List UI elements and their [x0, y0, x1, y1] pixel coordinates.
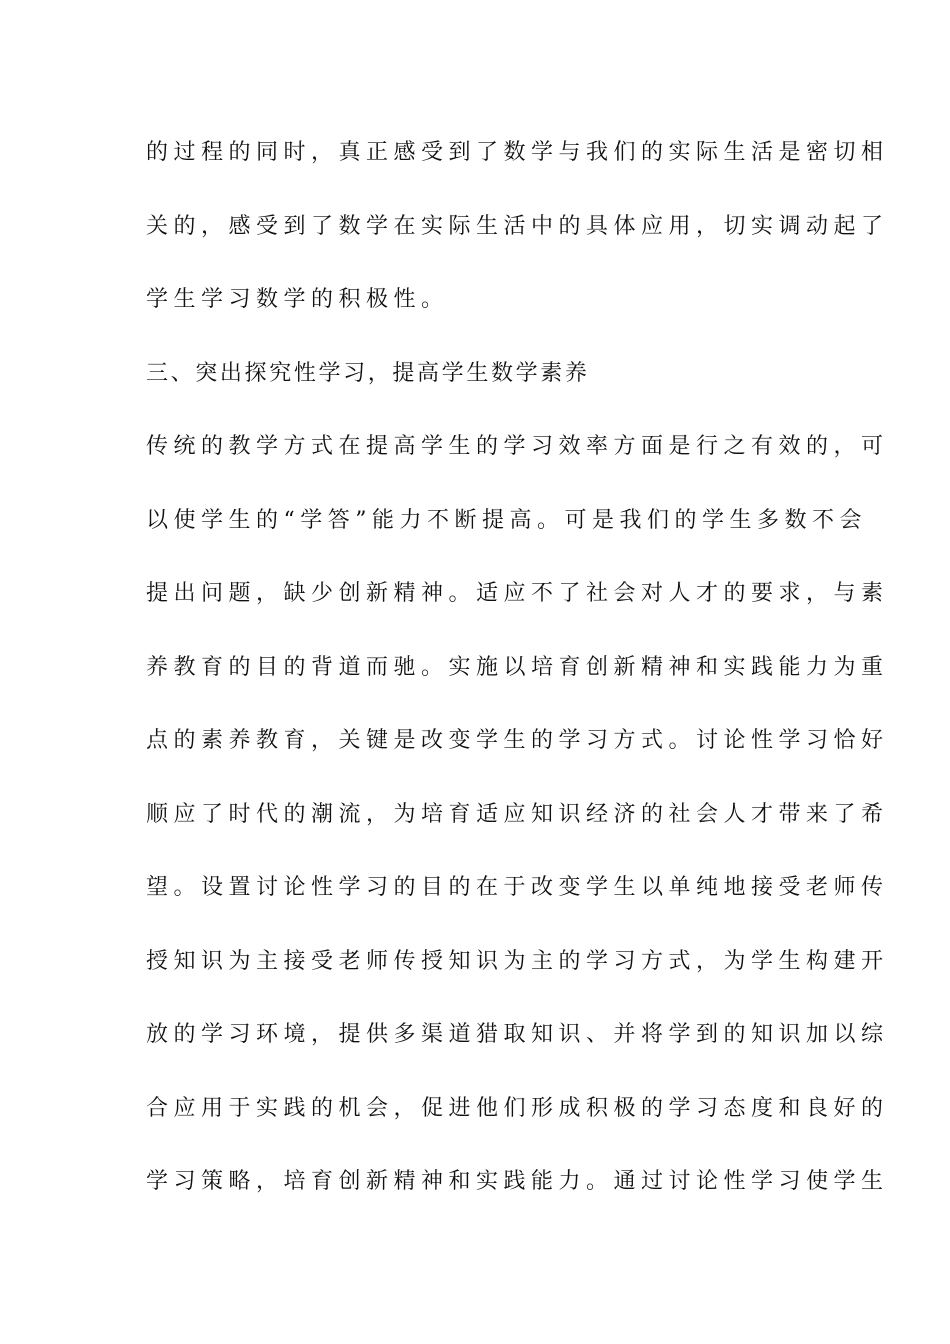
text-line: 的过程的同时，真正感受到了数学与我们的实际生活是密切相 — [146, 140, 889, 165]
text-line: 以使学生的“学答”能力不断提高。可是我们的学生多数不会 — [146, 507, 867, 533]
text-line: 望。设置讨论性学习的目的在于改变学生以单纯地接受老师传 — [146, 875, 889, 900]
text-line: 顺应了时代的潮流，为培育适应知识经济的社会人才带来了希 — [146, 801, 889, 827]
section-heading: 三、突出探究性学习，提高学生数学素养 — [146, 360, 590, 386]
document-body — [146, 128, 889, 1231]
text-line: 授知识为主接受老师传授知识为主的学习方式，为学生构建开 — [146, 948, 889, 974]
text-line: 养教育的目的背道而驰。实施以培育创新精神和实践能力为重 — [146, 654, 889, 680]
text-line: 学习策略，培育创新精神和实践能力。通过讨论性学习使学生 — [146, 1169, 889, 1194]
text-line: 放的学习环境，提供多渠道猎取知识、并将学到的知识加以综 — [146, 1022, 889, 1047]
text-line: 提出问题，缺少创新精神。适应不了社会对人才的要求，与素 — [146, 581, 889, 606]
text-line: 学生学习数学的积极性。 — [146, 287, 449, 312]
text-line: 传统的教学方式在提高学生的学习效率方面是行之有效的，可 — [146, 434, 889, 459]
text-line: 点的素养教育，关键是改变学生的学习方式。讨论性学习恰好 — [146, 728, 889, 753]
text-line: 关的，感受到了数学在实际生活中的具体应用，切实调动起了 — [146, 213, 889, 239]
text-line: 合应用于实践的机会，促进他们形成积极的学习态度和良好的 — [146, 1095, 889, 1121]
